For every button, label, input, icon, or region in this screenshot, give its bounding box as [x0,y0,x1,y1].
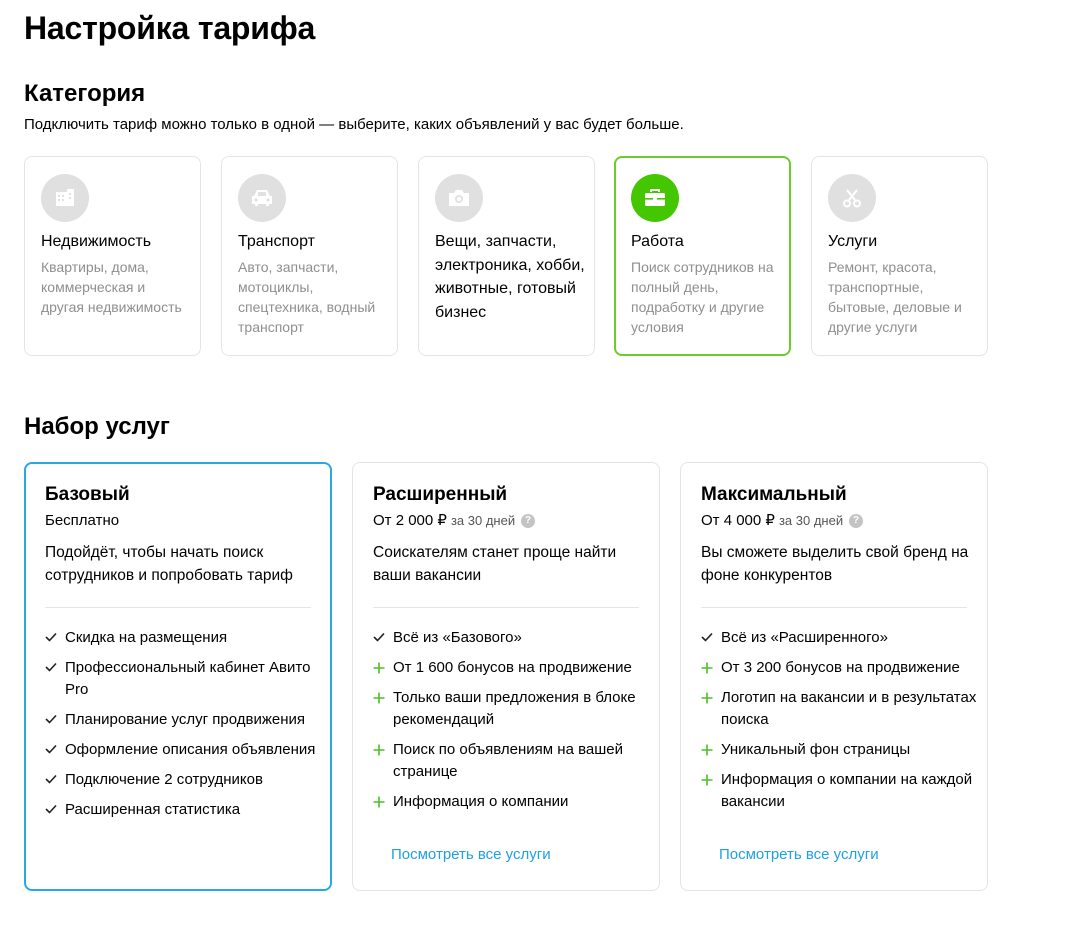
feature-text: Информация о компании [393,793,569,810]
plus-icon [373,687,393,704]
feature-item [701,739,981,761]
category-description: Авто, запчасти, мотоциклы, спецтехника, водный транспорт [238,259,376,335]
category-subtitle: Подключить тариф можно только в одной — выберите, каких объявлений у вас будет больше. [24,116,684,133]
plus-icon [373,739,393,756]
plan-price-value: От 4 000 ₽ [701,512,775,529]
feature-item [701,687,981,731]
plus-icon [701,739,721,756]
plan-description: Подойдёт, чтобы начать поиск сотрудников и попробовать тариф [45,544,293,584]
plan-price-value: Бесплатно [45,512,120,529]
plan-price-value: От 2 000 ₽ [373,512,447,529]
plan-price-period: за 30 дней [450,513,516,528]
feature-text: Расширенная статистика [65,801,241,818]
feature-item [373,791,653,813]
category-name: Вещи, запчасти, электроника, хобби, животные, готовый бизнес [435,233,585,321]
feature-text: Поиск по объявлениям на вашей странице [393,741,623,780]
check-icon [45,769,65,784]
category-name: Услуги [828,233,878,250]
plus-icon [373,791,393,808]
feature-text: Всё из «Расширенного» [721,629,888,646]
briefcase-icon [631,174,679,222]
question-icon[interactable]: ? [849,514,863,528]
feature-list [45,627,325,829]
plan-price [373,511,535,531]
feature-item [373,687,653,731]
see-all-services-link[interactable]: Посмотреть все услуги [719,846,879,863]
feature-item [45,769,325,791]
plan-price-period: за 30 дней [778,513,844,528]
category-description: Квартиры, дома, коммерческая и другая недвижимость [41,259,182,315]
plan-card-maximum[interactable] [680,462,988,891]
plan-price [45,511,119,531]
plus-icon [701,657,721,674]
see-all-services-link[interactable]: Посмотреть все услуги [391,846,551,863]
check-icon [45,709,65,724]
plus-icon [701,769,721,786]
question-icon[interactable]: ? [521,514,535,528]
feature-item [701,627,981,649]
feature-text: От 1 600 бонусов на продвижение [393,659,632,676]
category-description: Поиск сотрудников на полный день, подработку и другие условия [631,259,774,335]
feature-item [45,709,325,731]
category-section-title: Категория [24,80,146,107]
building-icon [41,174,89,222]
plan-name: Расширенный [373,484,508,505]
check-icon [373,627,393,642]
feature-text: Всё из «Базового» [393,629,522,646]
feature-item [373,739,653,783]
plus-icon [701,687,721,704]
car-icon [238,174,286,222]
feature-item [45,799,325,821]
page-title: Настройка тарифа [24,10,316,46]
feature-item [373,657,653,679]
feature-text: Планирование услуг продвижения [65,711,305,728]
feature-text: Только ваши предложения в блоке рекомендаций [393,689,636,728]
check-icon [45,627,65,642]
category-name: Работа [631,233,684,250]
plan-price [701,511,863,531]
feature-list [701,627,981,821]
divider [45,607,311,608]
category-list [24,156,994,356]
category-name: Недвижимость [41,233,152,250]
plan-card-basic[interactable] [24,462,332,891]
feature-item [373,627,653,649]
plan-description: Соискателям станет проще найти ваши вакансии [373,544,617,584]
feature-text: От 3 200 бонусов на продвижение [721,659,960,676]
feature-text: Уникальный фон страницы [721,741,911,758]
category-name: Транспорт [238,233,315,250]
check-icon [45,739,65,754]
check-icon [701,627,721,642]
plan-list [24,462,994,892]
plan-card-extended[interactable] [352,462,660,891]
feature-text: Информация о компании на каждой вакансии [721,771,973,810]
plan-name: Максимальный [701,484,847,505]
feature-item [45,657,325,701]
feature-item [45,739,325,761]
check-icon [45,657,65,672]
feature-text: Оформление описания объявления [65,741,316,758]
feature-text: Логотип на вакансии и в результатах поиска [721,689,977,728]
category-card-real-estate[interactable] [24,156,201,356]
feature-list [373,627,653,821]
plus-icon [373,657,393,674]
feature-text: Подключение 2 сотрудников [65,771,263,788]
category-card-transport[interactable] [221,156,398,356]
category-card-services[interactable] [811,156,988,356]
feature-text: Скидка на размещения [65,629,228,646]
scissors-icon [828,174,876,222]
services-section-title: Набор услуг [24,413,170,440]
check-icon [45,799,65,814]
camera-icon [435,174,483,222]
feature-item [45,627,325,649]
category-card-goods[interactable] [418,156,595,356]
category-card-jobs[interactable] [614,156,791,356]
category-description: Ремонт, красота, транспортные, бытовые, деловые и другие услуги [828,259,962,335]
divider [701,607,967,608]
feature-text: Профессиональный кабинет Авито Pro [65,659,311,698]
divider [373,607,639,608]
plan-description: Вы сможете выделить свой бренд на фоне конкурентов [701,544,969,584]
feature-item [701,657,981,679]
plan-name: Базовый [45,484,130,505]
feature-item [701,769,981,813]
